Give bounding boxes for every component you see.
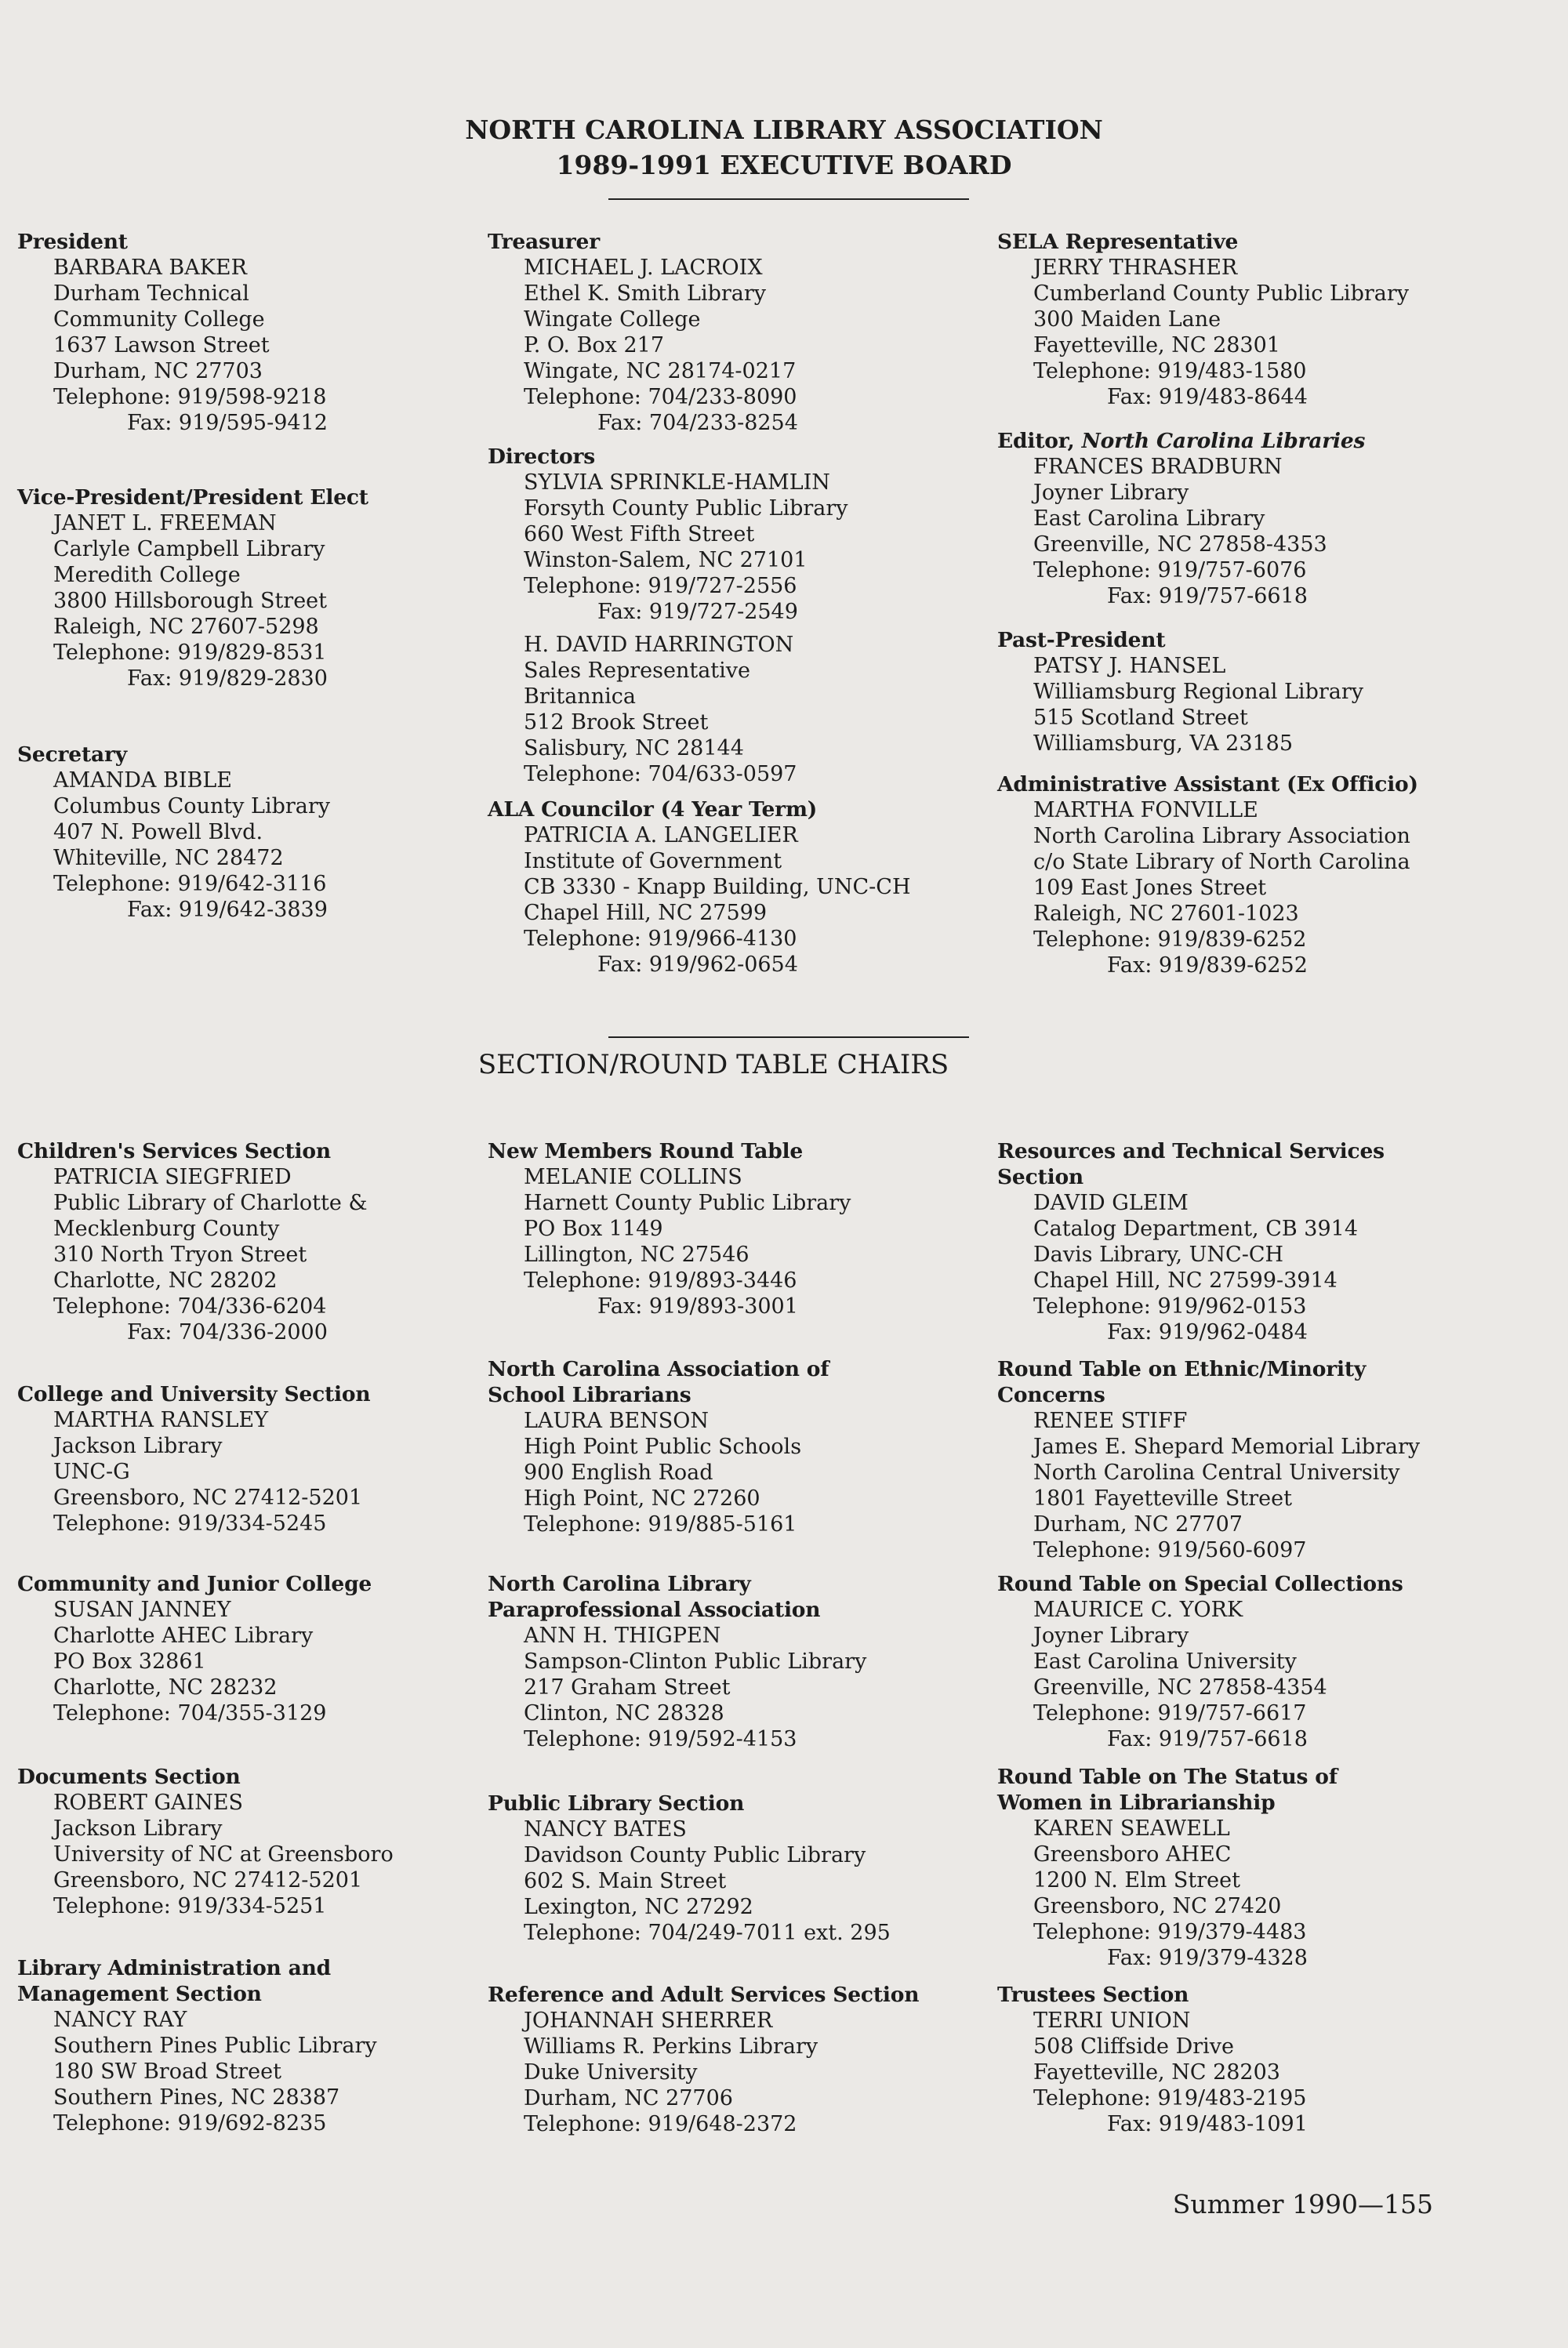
entry-line: LAURA BENSON (524, 1409, 710, 1433)
entry-line: SUSAN JANNEY (53, 1598, 231, 1622)
entry-line: RENEE STIFF (1033, 1409, 1188, 1433)
entry-line: 602 S. Main Street (524, 1869, 727, 1893)
entry-line: Southern Pines Public Library (53, 2034, 377, 2058)
entry-heading-text: Round Table on Special Collections (997, 1572, 1403, 1596)
entry-line: Southern Pines, NC 28387 (53, 2085, 340, 2110)
entry-line: James E. Shepard Memorial Library (1033, 1435, 1421, 1459)
entry-line: Raleigh, NC 27601-1023 (1033, 902, 1299, 926)
entry-line: Britannica (524, 684, 636, 709)
entry-line: Telephone: 704/355-3129 (53, 1701, 327, 1726)
entry-line: Jackson Library (53, 1816, 223, 1841)
entry-heading (17, 1764, 488, 1790)
entry-heading (488, 1571, 989, 1597)
entry-line: Telephone: 919/962-0153 (1033, 1294, 1307, 1319)
entry-line: Greensboro, NC 27412-5201 (53, 1868, 363, 1893)
entry-heading (997, 771, 1483, 797)
entry-line: MICHAEL J. LACROIX (524, 256, 763, 280)
entry-line: Joyner Library (1033, 481, 1189, 505)
entry-heading-continued: Paraprofessional Association (488, 1598, 821, 1622)
entry-line: Greenville, NC 27858-4353 (1033, 532, 1327, 557)
entry-line: NANCY BATES (524, 1817, 687, 1842)
entry-heading (17, 1138, 488, 1164)
entry-heading (997, 1571, 1483, 1597)
entry-heading-text: Treasurer (488, 230, 600, 254)
entry-line: 1637 Lawson Street (53, 333, 270, 357)
entry-line: Durham, NC 27707 (1033, 1512, 1243, 1537)
entry-line: 512 Brook Street (524, 710, 709, 735)
entry-line: 180 SW Broad Street (53, 2059, 281, 2084)
entry-line: Telephone: 704/336-6204 (53, 1294, 327, 1319)
entry-line: H. DAVID HARRINGTON (524, 633, 794, 657)
entry-line: Telephone: 919/642-3116 (53, 872, 327, 896)
entry-heading (488, 1138, 989, 1164)
entry-heading (17, 1571, 488, 1597)
directory-entry (997, 1138, 1483, 1345)
entry-line: PATRICIA A. LANGELIER (524, 823, 798, 847)
entry-fax: Fax: 919/379-4328 (1107, 1946, 1308, 1970)
directory-entry (17, 742, 488, 923)
entry-line: JANET L. FREEMAN (53, 511, 277, 535)
directory-entry (997, 428, 1483, 609)
entry-heading (997, 428, 1483, 454)
entry-heading-text: Administrative Assistant (Ex Officio) (997, 772, 1418, 797)
entry-line: Telephone: 919/885-5161 (524, 1512, 797, 1537)
entry-line: Telephone: 919/334-5245 (53, 1512, 327, 1536)
entry-line: Harnett County Public Library (524, 1191, 851, 1215)
entry-line: Telephone: 919/757-6617 (1033, 1701, 1307, 1726)
entry-line: PATSY J. HANSEL (1033, 654, 1226, 678)
entry-line: Fayetteville, NC 28203 (1033, 2060, 1280, 2085)
entry-heading-text: ALA Councilor (4 Year Term) (488, 797, 818, 822)
directory-entry (17, 1955, 488, 2136)
entry-line: 407 N. Powell Blvd. (53, 820, 263, 844)
directory-entry (997, 1764, 1483, 1971)
entry-fax: Fax: 919/962-0484 (1107, 1320, 1308, 1345)
entry-heading-text: Vice-President/President Elect (17, 485, 368, 510)
entry-line: Wingate, NC 28174-0217 (524, 359, 797, 383)
entry-heading (997, 229, 1483, 255)
entry-line: Durham Technical (53, 281, 249, 306)
entry-line: High Point Public Schools (524, 1435, 802, 1459)
entry-line: Clinton, NC 28328 (524, 1701, 724, 1726)
title-divider (608, 198, 969, 200)
entry-line: 109 East Jones Street (1033, 876, 1267, 900)
entry-line: Telephone: 704/633-0597 (524, 762, 797, 786)
entry-line: Greenville, NC 27858-4354 (1033, 1675, 1327, 1700)
entry-line: Whiteville, NC 28472 (53, 846, 284, 870)
entry-line: Telephone: 704/249-7011 ext. 295 (524, 1921, 891, 1945)
entry-line: Telephone: 919/829-8531 (53, 641, 327, 665)
entry-heading-text: Community and Junior College (17, 1572, 372, 1596)
entry-heading (488, 444, 989, 470)
entry-heading-text: Round Table on The Status of (997, 1765, 1338, 1789)
entry-line: Mecklenburg County (53, 1217, 280, 1241)
directory-entry (17, 1571, 488, 1726)
entry-line: High Point, NC 27260 (524, 1486, 760, 1511)
entry-line: Ethel K. Smith Library (524, 281, 767, 306)
entry-line: JOHANNAH SHERRER (524, 2009, 773, 2033)
entry-fax: Fax: 704/336-2000 (127, 1320, 328, 1345)
entry-heading-text: Editor, (997, 429, 1075, 453)
directory-entry (997, 1982, 1483, 2137)
directory-entry (488, 1791, 989, 1946)
entry-heading-text: SELA Representative (997, 230, 1239, 254)
entry-line: DAVID GLEIM (1033, 1191, 1189, 1215)
entry-line: MARTHA FONVILLE (1033, 798, 1258, 822)
entry-heading-text: New Members Round Table (488, 1139, 804, 1163)
entry-line: Greensboro, NC 27412-5201 (53, 1486, 363, 1510)
entry-line: Sales Representative (524, 659, 751, 683)
entry-fax: Fax: 919/483-1091 (1107, 2112, 1308, 2136)
entry-line: East Carolina University (1033, 1649, 1297, 1674)
entry-line: Lexington, NC 27292 (524, 1895, 753, 1919)
entry-line: Telephone: 919/966-4130 (524, 927, 797, 951)
directory-entry (488, 1356, 989, 1537)
board-title-line-1: NORTH CAROLINA LIBRARY ASSOCIATION (465, 114, 1103, 145)
entry-line: Telephone: 704/233-8090 (524, 385, 797, 409)
entry-line: ANN H. THIGPEN (524, 1624, 721, 1648)
entry-heading (488, 1356, 989, 1382)
entry-fax: Fax: 919/757-6618 (1107, 1727, 1308, 1751)
entry-line: Telephone: 919/334-5251 (53, 1894, 327, 1918)
entry-heading-text: Past-President (997, 628, 1166, 652)
directory-entry (997, 627, 1483, 757)
entry-line: PO Box 32861 (53, 1649, 206, 1674)
entry-heading-text: President (17, 230, 128, 254)
entry-line: Williamsburg Regional Library (1033, 680, 1364, 704)
entry-fax: Fax: 704/233-8254 (597, 411, 798, 435)
entry-line: East Carolina Library (1033, 506, 1265, 531)
entry-line: Winston-Salem, NC 27101 (524, 548, 808, 572)
entry-line: Telephone: 919/598-9218 (53, 385, 327, 409)
entry-heading (997, 1764, 1483, 1790)
entry-line: Charlotte, NC 28202 (53, 1268, 278, 1293)
entry-heading-text: Reference and Adult Services Section (488, 1983, 920, 2007)
entry-heading (997, 1356, 1483, 1382)
entry-line: BARBARA BAKER (53, 256, 247, 280)
entry-heading-text: Secretary (17, 742, 127, 767)
page-footer: Summer 1990—155 (1172, 2189, 1433, 2219)
entry-heading (997, 1982, 1483, 2008)
entry-line: Davis Library, UNC-CH (1033, 1243, 1284, 1267)
entry-line: North Carolina Central University (1033, 1461, 1400, 1485)
directory-entry (488, 1982, 989, 2137)
entry-line: Williamsburg, VA 23185 (1033, 731, 1294, 756)
entry-line: MELANIE COLLINS (524, 1165, 742, 1189)
entry-line: 900 English Road (524, 1461, 713, 1485)
entry-line: JERRY THRASHER (1033, 256, 1238, 280)
entry-fax: Fax: 919/642-3839 (127, 898, 328, 922)
entry-line: Durham, NC 27703 (53, 359, 263, 383)
entry-heading-continued: Management Section (17, 1982, 262, 2006)
entry-line: Telephone: 919/757-6076 (1033, 558, 1307, 582)
directory-entry (488, 229, 989, 436)
directory-entry (17, 484, 488, 691)
entry-line: Lillington, NC 27546 (524, 1243, 750, 1267)
entry-line: 515 Scotland Street (1033, 706, 1248, 730)
entry-heading-text: Trustees Section (997, 1983, 1189, 2007)
entry-line: UNC-G (53, 1460, 130, 1484)
entry-line: Williams R. Perkins Library (524, 2034, 818, 2059)
entry-line: Telephone: 919/648-2372 (524, 2112, 797, 2136)
entry-line: 660 West Fifth Street (524, 522, 755, 546)
entry-line: Cumberland County Public Library (1033, 281, 1410, 306)
entry-heading-text: Documents Section (17, 1765, 241, 1789)
entry-line: 1801 Fayetteville Street (1033, 1486, 1292, 1511)
entry-fax: Fax: 919/962-0654 (597, 953, 798, 977)
entry-heading-text: Children's Services Section (17, 1139, 331, 1163)
entry-line: Telephone: 919/483-2195 (1033, 2086, 1307, 2110)
entry-line: Telephone: 919/839-6252 (1033, 927, 1307, 952)
entry-line: FRANCES BRADBURN (1033, 455, 1283, 479)
entry-line: 217 Graham Street (524, 1675, 731, 1700)
entry-fax: Fax: 919/757-6618 (1107, 584, 1308, 608)
entry-heading-continued: Concerns (997, 1383, 1105, 1407)
entry-heading-text: North Carolina Association of (488, 1357, 829, 1381)
entry-line: CB 3330 - Knapp Building, UNC-CH (524, 875, 911, 899)
entry-line: Duke University (524, 2060, 698, 2085)
entry-line: Community College (53, 307, 265, 332)
entry-line: MARTHA RANSLEY (53, 1408, 269, 1432)
entry-heading (17, 742, 488, 768)
directory-entry (997, 1356, 1483, 1563)
entry-heading-continued: Women in Librarianship (997, 1791, 1276, 1815)
entry-heading-text: North Carolina Library (488, 1572, 751, 1596)
entry-line: P. O. Box 217 (524, 333, 665, 357)
entry-heading-text: Round Table on Ethnic/Minority (997, 1357, 1367, 1381)
entry-line: Telephone: 919/692-8235 (53, 2111, 327, 2136)
entry-line: 3800 Hillsborough Street (53, 589, 328, 613)
entry-line: TERRI UNION (1033, 2009, 1191, 2033)
entry-fax: Fax: 919/595-9412 (127, 411, 328, 435)
entry-line: 300 Maiden Lane (1033, 307, 1221, 332)
entry-heading-text: Public Library Section (488, 1791, 745, 1816)
entry-line: Raleigh, NC 27607-5298 (53, 615, 319, 639)
entry-line: SYLVIA SPRINKLE-HAMLIN (524, 470, 830, 495)
entry-line: Jackson Library (53, 1434, 223, 1458)
entry-line: 310 North Tryon Street (53, 1243, 307, 1267)
entry-line: Wingate College (524, 307, 701, 332)
entry-heading (17, 1955, 488, 1981)
entry-line: Salisbury, NC 28144 (524, 736, 744, 760)
entry-line: Institute of Government (524, 849, 782, 873)
entry-line: Telephone: 919/592-4153 (524, 1727, 797, 1751)
entry-heading (17, 1381, 488, 1407)
directory-entry (997, 1571, 1483, 1752)
entry-line: MAURICE C. YORK (1033, 1598, 1243, 1622)
entry-heading (488, 1791, 989, 1816)
directory-entry (488, 444, 989, 625)
directory-entry (997, 771, 1483, 978)
entry-line: Durham, NC 27706 (524, 2086, 733, 2110)
board-title-line-2: 1989-1991 EXECUTIVE BOARD (556, 150, 1012, 180)
entry-line: Sampson-Clinton Public Library (524, 1649, 867, 1674)
directory-entry (488, 1138, 989, 1319)
directory-entry (488, 1571, 989, 1752)
entry-line: Catalog Department, CB 3914 (1033, 1217, 1359, 1241)
entry-line: Telephone: 919/727-2556 (524, 574, 797, 598)
entry-line: Meredith College (53, 563, 241, 587)
entry-heading-continued: School Librarians (488, 1383, 691, 1407)
entry-line: NANCY RAY (53, 2008, 187, 2032)
entry-heading (488, 1982, 989, 2008)
entry-heading (997, 1138, 1483, 1164)
directory-entry (488, 632, 989, 787)
entry-line: Charlotte, NC 28232 (53, 1675, 278, 1700)
entry-line: Telephone: 919/560-6097 (1033, 1538, 1307, 1562)
entry-line: Davidson County Public Library (524, 1843, 866, 1867)
entry-line: Fayetteville, NC 28301 (1033, 333, 1280, 357)
entry-line: Telephone: 919/483-1580 (1033, 359, 1307, 383)
entry-fax: Fax: 919/829-2830 (127, 666, 328, 691)
entry-heading-text: College and University Section (17, 1382, 371, 1406)
entry-line: Joyner Library (1033, 1624, 1189, 1648)
entry-line: Greensboro, NC 27420 (1033, 1894, 1282, 1918)
section-chairs-title: SECTION/ROUND TABLE CHAIRS (477, 1049, 949, 1080)
entry-line: PO Box 1149 (524, 1217, 663, 1241)
directory-entry (488, 797, 989, 978)
entry-line: ROBERT GAINES (53, 1791, 244, 1815)
entry-heading-continued: Section (997, 1165, 1083, 1189)
entry-line: Carlyle Campbell Library (53, 537, 325, 561)
entry-heading (488, 797, 989, 822)
section-divider (608, 1036, 969, 1038)
entry-heading-text: Directors (488, 445, 596, 469)
entry-heading (17, 484, 488, 510)
directory-entry (997, 229, 1483, 410)
entry-fax: Fax: 919/839-6252 (1107, 953, 1308, 978)
entry-fax: Fax: 919/483-8644 (1107, 385, 1308, 409)
entry-line: University of NC at Greensboro (53, 1842, 394, 1867)
entry-line: c/o State Library of North Carolina (1033, 850, 1410, 874)
entry-line: Chapel Hill, NC 27599 (524, 901, 767, 925)
entry-heading (997, 627, 1483, 653)
entry-heading-text: Resources and Technical Services (997, 1139, 1385, 1163)
entry-heading-italic: North Carolina Libraries (1081, 429, 1366, 453)
entry-fax: Fax: 919/727-2549 (597, 600, 798, 624)
directory-entry (17, 1381, 488, 1537)
entry-line: Charlotte AHEC Library (53, 1624, 314, 1648)
entry-line: AMANDA BIBLE (53, 768, 232, 793)
entry-line: Greensboro AHEC (1033, 1842, 1232, 1867)
entry-heading-text: Library Administration and (17, 1956, 332, 1980)
entry-line: Telephone: 919/893-3446 (524, 1268, 797, 1293)
entry-line: Columbus County Library (53, 794, 331, 818)
entry-line: 508 Cliffside Drive (1033, 2034, 1234, 2059)
entry-heading (17, 229, 488, 255)
entry-line: Public Library of Charlotte & (53, 1191, 368, 1215)
entry-line: KAREN SEAWELL (1033, 1816, 1230, 1841)
entry-line: Telephone: 919/379-4483 (1033, 1920, 1307, 1944)
entry-line: 1200 N. Elm Street (1033, 1868, 1240, 1893)
entry-line: Chapel Hill, NC 27599-3914 (1033, 1268, 1338, 1293)
directory-entry (17, 229, 488, 436)
directory-entry (17, 1138, 488, 1345)
entry-line: North Carolina Library Association (1033, 824, 1410, 848)
entry-line: PATRICIA SIEGFRIED (53, 1165, 292, 1189)
entry-line: Forsyth County Public Library (524, 496, 848, 521)
entry-fax: Fax: 919/893-3001 (597, 1294, 798, 1319)
directory-entry (17, 1764, 488, 1919)
entry-heading (488, 229, 989, 255)
